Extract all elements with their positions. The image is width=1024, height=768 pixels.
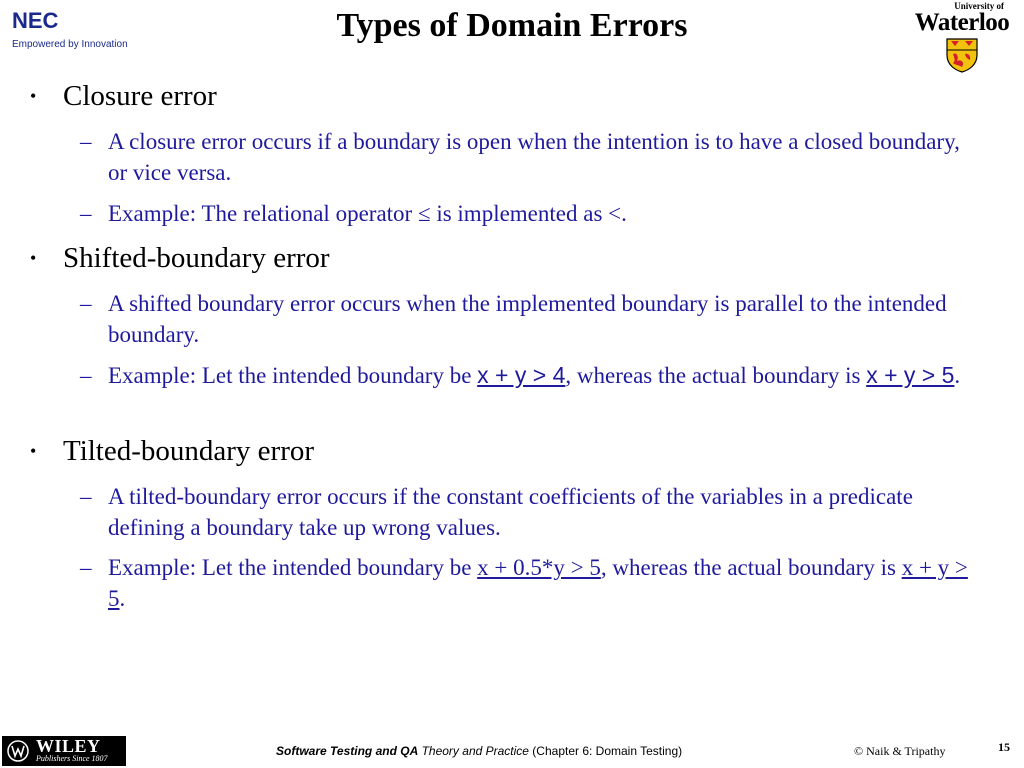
bullet-icon: • (30, 86, 37, 106)
book-title: Software Testing and QA (276, 744, 419, 758)
text-run: Example: Let the intended boundary be (108, 555, 478, 580)
footer-book-title (276, 744, 682, 758)
list-item-text: A tilted-boundary error occurs if the constant coefficients of the variables in a predicate defining a boundary take up wrong values. (108, 484, 913, 540)
section-heading: Closure error (63, 80, 217, 112)
wiley-emblem-icon (5, 739, 31, 763)
text-run: , whereas the actual boundary is (565, 363, 867, 388)
list-item (80, 288, 980, 350)
formula-intended: x + 0.5*y > 5 (477, 555, 601, 580)
list-item (80, 360, 980, 391)
wiley-logo (2, 736, 126, 766)
text-run: , whereas the actual boundary is (600, 555, 902, 580)
waterloo-big-text: Waterloo (914, 9, 1010, 36)
dash-icon: – (80, 484, 92, 509)
formula-actual: x + y > 5 (108, 555, 968, 611)
waterloo-crest-icon (945, 37, 979, 73)
bullet-icon: • (30, 248, 37, 268)
list-item-text: A closure error occurs if a boundary is open when the intention is to have a closed boundary, or vice versa. (108, 129, 960, 185)
wiley-tagline: Publishers Since 1807 (36, 754, 108, 763)
list-item (80, 198, 980, 229)
waterloo-logo (904, 2, 1020, 73)
wiley-word: WILEY (36, 736, 101, 756)
text-run: . (119, 586, 126, 611)
list-item (80, 481, 980, 543)
list-item-text (108, 552, 980, 614)
copyright: © Naik & Tripathy (854, 744, 946, 758)
footer (0, 730, 1024, 768)
formula-intended: x + y > 4 (477, 362, 566, 388)
waterloo-small-text: University of (954, 1, 1004, 11)
section-heading: Tilted-boundary error (63, 435, 315, 467)
list-item (80, 552, 980, 614)
nec-tagline: Empowered by Innovation (12, 39, 128, 50)
bullet-icon: • (30, 441, 37, 461)
page-number: 15 (998, 740, 1010, 754)
book-subtitle: Theory and Practice (418, 744, 529, 758)
list-item-text: Example: The relational operator ≤ is implemented as <. (108, 201, 627, 226)
dash-icon: – (80, 201, 92, 226)
text-run: Example: Let the intended boundary be (108, 363, 478, 388)
chapter-label: (Chapter 6: Domain Testing) (528, 744, 683, 758)
dash-icon: – (80, 129, 92, 154)
page-title: Types of Domain Errors (336, 7, 688, 44)
section-heading: Shifted-boundary error (63, 242, 330, 274)
list-item-text (108, 360, 980, 391)
dash-icon: – (80, 291, 92, 316)
dash-icon: – (80, 555, 92, 580)
nec-brand: NEC (12, 8, 59, 33)
list-item-text: A shifted boundary error occurs when the implemented boundary is parallel to the intended boundary. (108, 291, 947, 347)
formula-actual: x + y > 5 (866, 362, 955, 388)
text-run: . (954, 363, 961, 388)
dash-icon: – (80, 363, 92, 388)
list-item (80, 126, 980, 188)
